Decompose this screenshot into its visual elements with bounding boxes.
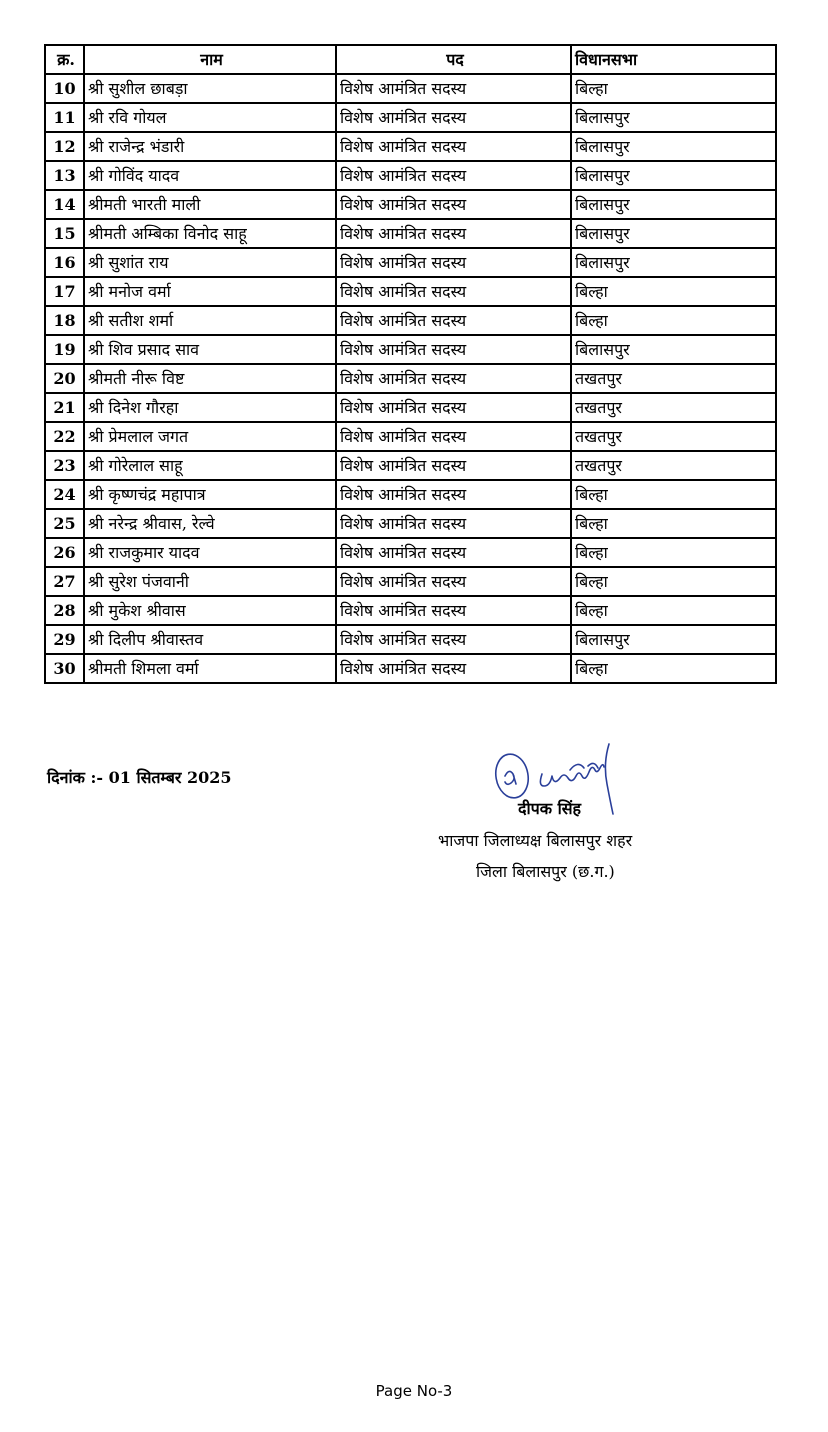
table-row — [45, 393, 776, 422]
constituency-cell: तखतपुर — [571, 422, 776, 451]
serial-no-cell: 13 — [45, 161, 84, 190]
page-number: Page No-3 — [375, 1382, 453, 1400]
signature-block — [430, 740, 690, 890]
constituency-cell: बिल्हा — [571, 306, 776, 335]
constituency-cell: तखतपुर — [571, 451, 776, 480]
post-cell: विशेष आमंत्रित सदस्य — [336, 277, 571, 306]
constituency-cell: बिल्हा — [571, 74, 776, 103]
constituency-cell: बिल्हा — [571, 654, 776, 683]
table-row — [45, 335, 776, 364]
member-name-cell: श्री दिलीप श्रीवास्तव — [84, 625, 336, 654]
table-row — [45, 422, 776, 451]
signatory-district: जिला बिलासपुर (छ.ग.) — [476, 862, 615, 881]
member-name-cell: श्री गोविंद यादव — [84, 161, 336, 190]
member-name-cell: श्री राजेन्द्र भंडारी — [84, 132, 336, 161]
table-row — [45, 538, 776, 567]
post-cell: विशेष आमंत्रित सदस्य — [336, 480, 571, 509]
serial-no-cell: 19 — [45, 335, 84, 364]
table-row — [45, 103, 776, 132]
serial-no-cell: 23 — [45, 451, 84, 480]
post-cell: विशेष आमंत्रित सदस्य — [336, 335, 571, 364]
serial-no-cell: 17 — [45, 277, 84, 306]
constituency-cell: बिलासपुर — [571, 625, 776, 654]
constituency-cell: तखतपुर — [571, 393, 776, 422]
member-name-cell: श्रीमती अम्बिका विनोद साहू — [84, 219, 336, 248]
table-row — [45, 480, 776, 509]
constituency-cell: बिल्हा — [571, 480, 776, 509]
member-name-cell: श्री मुकेश श्रीवास — [84, 596, 336, 625]
constituency-cell: बिलासपुर — [571, 103, 776, 132]
serial-no-cell: 26 — [45, 538, 84, 567]
member-name-cell: श्रीमती भारती माली — [84, 190, 336, 219]
member-name-cell: श्री रवि गोयल — [84, 103, 336, 132]
serial-no-cell: 10 — [45, 74, 84, 103]
post-cell: विशेष आमंत्रित सदस्य — [336, 538, 571, 567]
signatory-designation: भाजपा जिलाध्यक्ष बिलासपुर शहर — [438, 831, 633, 850]
post-cell: विशेष आमंत्रित सदस्य — [336, 422, 571, 451]
member-name-cell: श्री राजकुमार यादव — [84, 538, 336, 567]
post-cell: विशेष आमंत्रित सदस्य — [336, 625, 571, 654]
post-cell: विशेष आमंत्रित सदस्य — [336, 306, 571, 335]
constituency-cell: तखतपुर — [571, 364, 776, 393]
table-row — [45, 190, 776, 219]
table-header-row — [45, 45, 776, 74]
member-name-cell: श्री नरेन्द्र श्रीवास, रेल्वे — [84, 509, 336, 538]
serial-no-cell: 14 — [45, 190, 84, 219]
member-name-cell: श्रीमती शिमला वर्मा — [84, 654, 336, 683]
table-row — [45, 625, 776, 654]
table-row — [45, 567, 776, 596]
table-row — [45, 451, 776, 480]
constituency-cell: बिल्हा — [571, 538, 776, 567]
serial-no-cell: 15 — [45, 219, 84, 248]
table-row — [45, 74, 776, 103]
header-serial-no: क्र. — [45, 45, 84, 74]
header-post: पद — [336, 45, 571, 74]
serial-no-cell: 12 — [45, 132, 84, 161]
post-cell: विशेष आमंत्रित सदस्य — [336, 596, 571, 625]
serial-no-cell: 28 — [45, 596, 84, 625]
serial-no-cell: 21 — [45, 393, 84, 422]
header-name: नाम — [84, 45, 336, 74]
serial-no-cell: 20 — [45, 364, 84, 393]
table-row — [45, 248, 776, 277]
post-cell: विशेष आमंत्रित सदस्य — [336, 161, 571, 190]
post-cell: विशेष आमंत्रित सदस्य — [336, 74, 571, 103]
member-name-cell: श्री प्रेमलाल जगत — [84, 422, 336, 451]
document-date: दिनांक :- 01 सितम्बर 2025 — [47, 768, 232, 787]
table-row — [45, 132, 776, 161]
serial-no-cell: 24 — [45, 480, 84, 509]
table-row — [45, 306, 776, 335]
member-name-cell: श्री दिनेश गौरहा — [84, 393, 336, 422]
serial-no-cell: 18 — [45, 306, 84, 335]
table-row — [45, 654, 776, 683]
serial-no-cell: 22 — [45, 422, 84, 451]
serial-no-cell: 27 — [45, 567, 84, 596]
member-name-cell: श्री कृष्णचंद्र महापात्र — [84, 480, 336, 509]
member-name-cell: श्री गोरेलाल साहू — [84, 451, 336, 480]
constituency-cell: बिलासपुर — [571, 219, 776, 248]
table-row — [45, 596, 776, 625]
constituency-cell: बिलासपुर — [571, 161, 776, 190]
constituency-cell: बिल्हा — [571, 567, 776, 596]
post-cell: विशेष आमंत्रित सदस्य — [336, 132, 571, 161]
table-row — [45, 509, 776, 538]
table-row — [45, 364, 776, 393]
post-cell: विशेष आमंत्रित सदस्य — [336, 393, 571, 422]
serial-no-cell: 25 — [45, 509, 84, 538]
post-cell: विशेष आमंत्रित सदस्य — [336, 364, 571, 393]
table-row — [45, 219, 776, 248]
constituency-cell: बिल्हा — [571, 509, 776, 538]
post-cell: विशेष आमंत्रित सदस्य — [336, 509, 571, 538]
header-constituency: विधानसभा — [571, 45, 776, 74]
signatory-name: दीपक सिंह — [518, 799, 582, 818]
member-name-cell: श्री सुशांत राय — [84, 248, 336, 277]
post-cell: विशेष आमंत्रित सदस्य — [336, 219, 571, 248]
member-name-cell: श्रीमती नीरू विष्ट — [84, 364, 336, 393]
member-name-cell: श्री सुरेश पंजवानी — [84, 567, 336, 596]
post-cell: विशेष आमंत्रित सदस्य — [336, 654, 571, 683]
serial-no-cell: 29 — [45, 625, 84, 654]
serial-no-cell: 16 — [45, 248, 84, 277]
post-cell: विशेष आमंत्रित सदस्य — [336, 103, 571, 132]
members-table — [44, 44, 777, 684]
post-cell: विशेष आमंत्रित सदस्य — [336, 451, 571, 480]
members-table-body — [45, 74, 776, 683]
constituency-cell: बिलासपुर — [571, 248, 776, 277]
constituency-cell: बिलासपुर — [571, 132, 776, 161]
member-name-cell: श्री शिव प्रसाद साव — [84, 335, 336, 364]
post-cell: विशेष आमंत्रित सदस्य — [336, 190, 571, 219]
constituency-cell: बिलासपुर — [571, 335, 776, 364]
constituency-cell: बिलासपुर — [571, 190, 776, 219]
post-cell: विशेष आमंत्रित सदस्य — [336, 248, 571, 277]
member-name-cell: श्री मनोज वर्मा — [84, 277, 336, 306]
serial-no-cell: 11 — [45, 103, 84, 132]
constituency-cell: बिल्हा — [571, 596, 776, 625]
constituency-cell: बिल्हा — [571, 277, 776, 306]
serial-no-cell: 30 — [45, 654, 84, 683]
table-row — [45, 161, 776, 190]
table-row — [45, 277, 776, 306]
member-name-cell: श्री सतीश शर्मा — [84, 306, 336, 335]
post-cell: विशेष आमंत्रित सदस्य — [336, 567, 571, 596]
member-name-cell: श्री सुशील छाबड़ा — [84, 74, 336, 103]
